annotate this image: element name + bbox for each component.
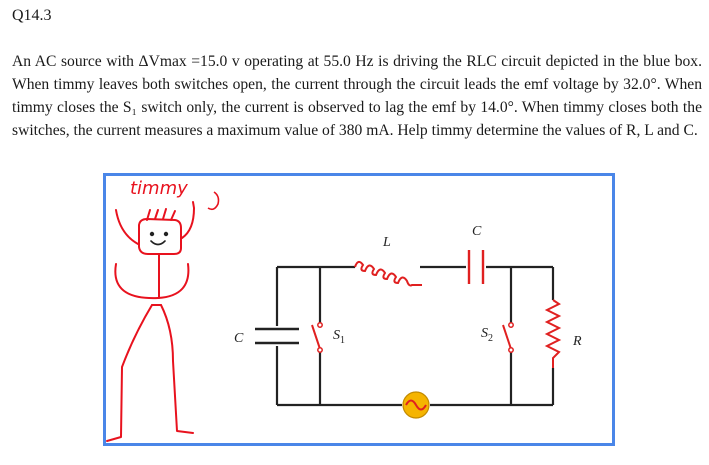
top-capacitor-label: C [472,224,482,239]
question-id: Q14.3 [12,7,52,24]
switch-s2 [503,323,513,352]
inductor-coil [355,262,422,286]
stick-figure-drawing [107,202,194,441]
resistor-zigzag [547,300,559,368]
top-capacitor [469,250,483,284]
ac-source-icon [403,392,429,418]
circuit-wires [277,267,553,405]
inductor-label: L [383,235,391,250]
left-capacitor-label: C [234,331,244,346]
switch-s1-label: $S_1$ [333,328,345,346]
handwritten-name: timmy [130,178,188,199]
switch-s1 [312,323,322,352]
left-capacitor [255,329,299,343]
switch-s2-label: $S_2$ [481,326,493,344]
problem-text: An AC source with ΔVmax =15.0 v operating at 55.0 Hz is driving the RLC circuit depicted in the blue box. When timmy leaves both switches open, the current through the circuit leads the emf voltage by 32.0°. When timmy closes the S₁ switch only, the current is observed to lag the emf by 14.0°. When timmy closes both the switches, the current measures a maximum value of 380 mA. Help timmy determine the values of R, L and C. [12,53,702,139]
resistor-label: R [573,334,582,349]
name-underline-curl [208,192,219,209]
